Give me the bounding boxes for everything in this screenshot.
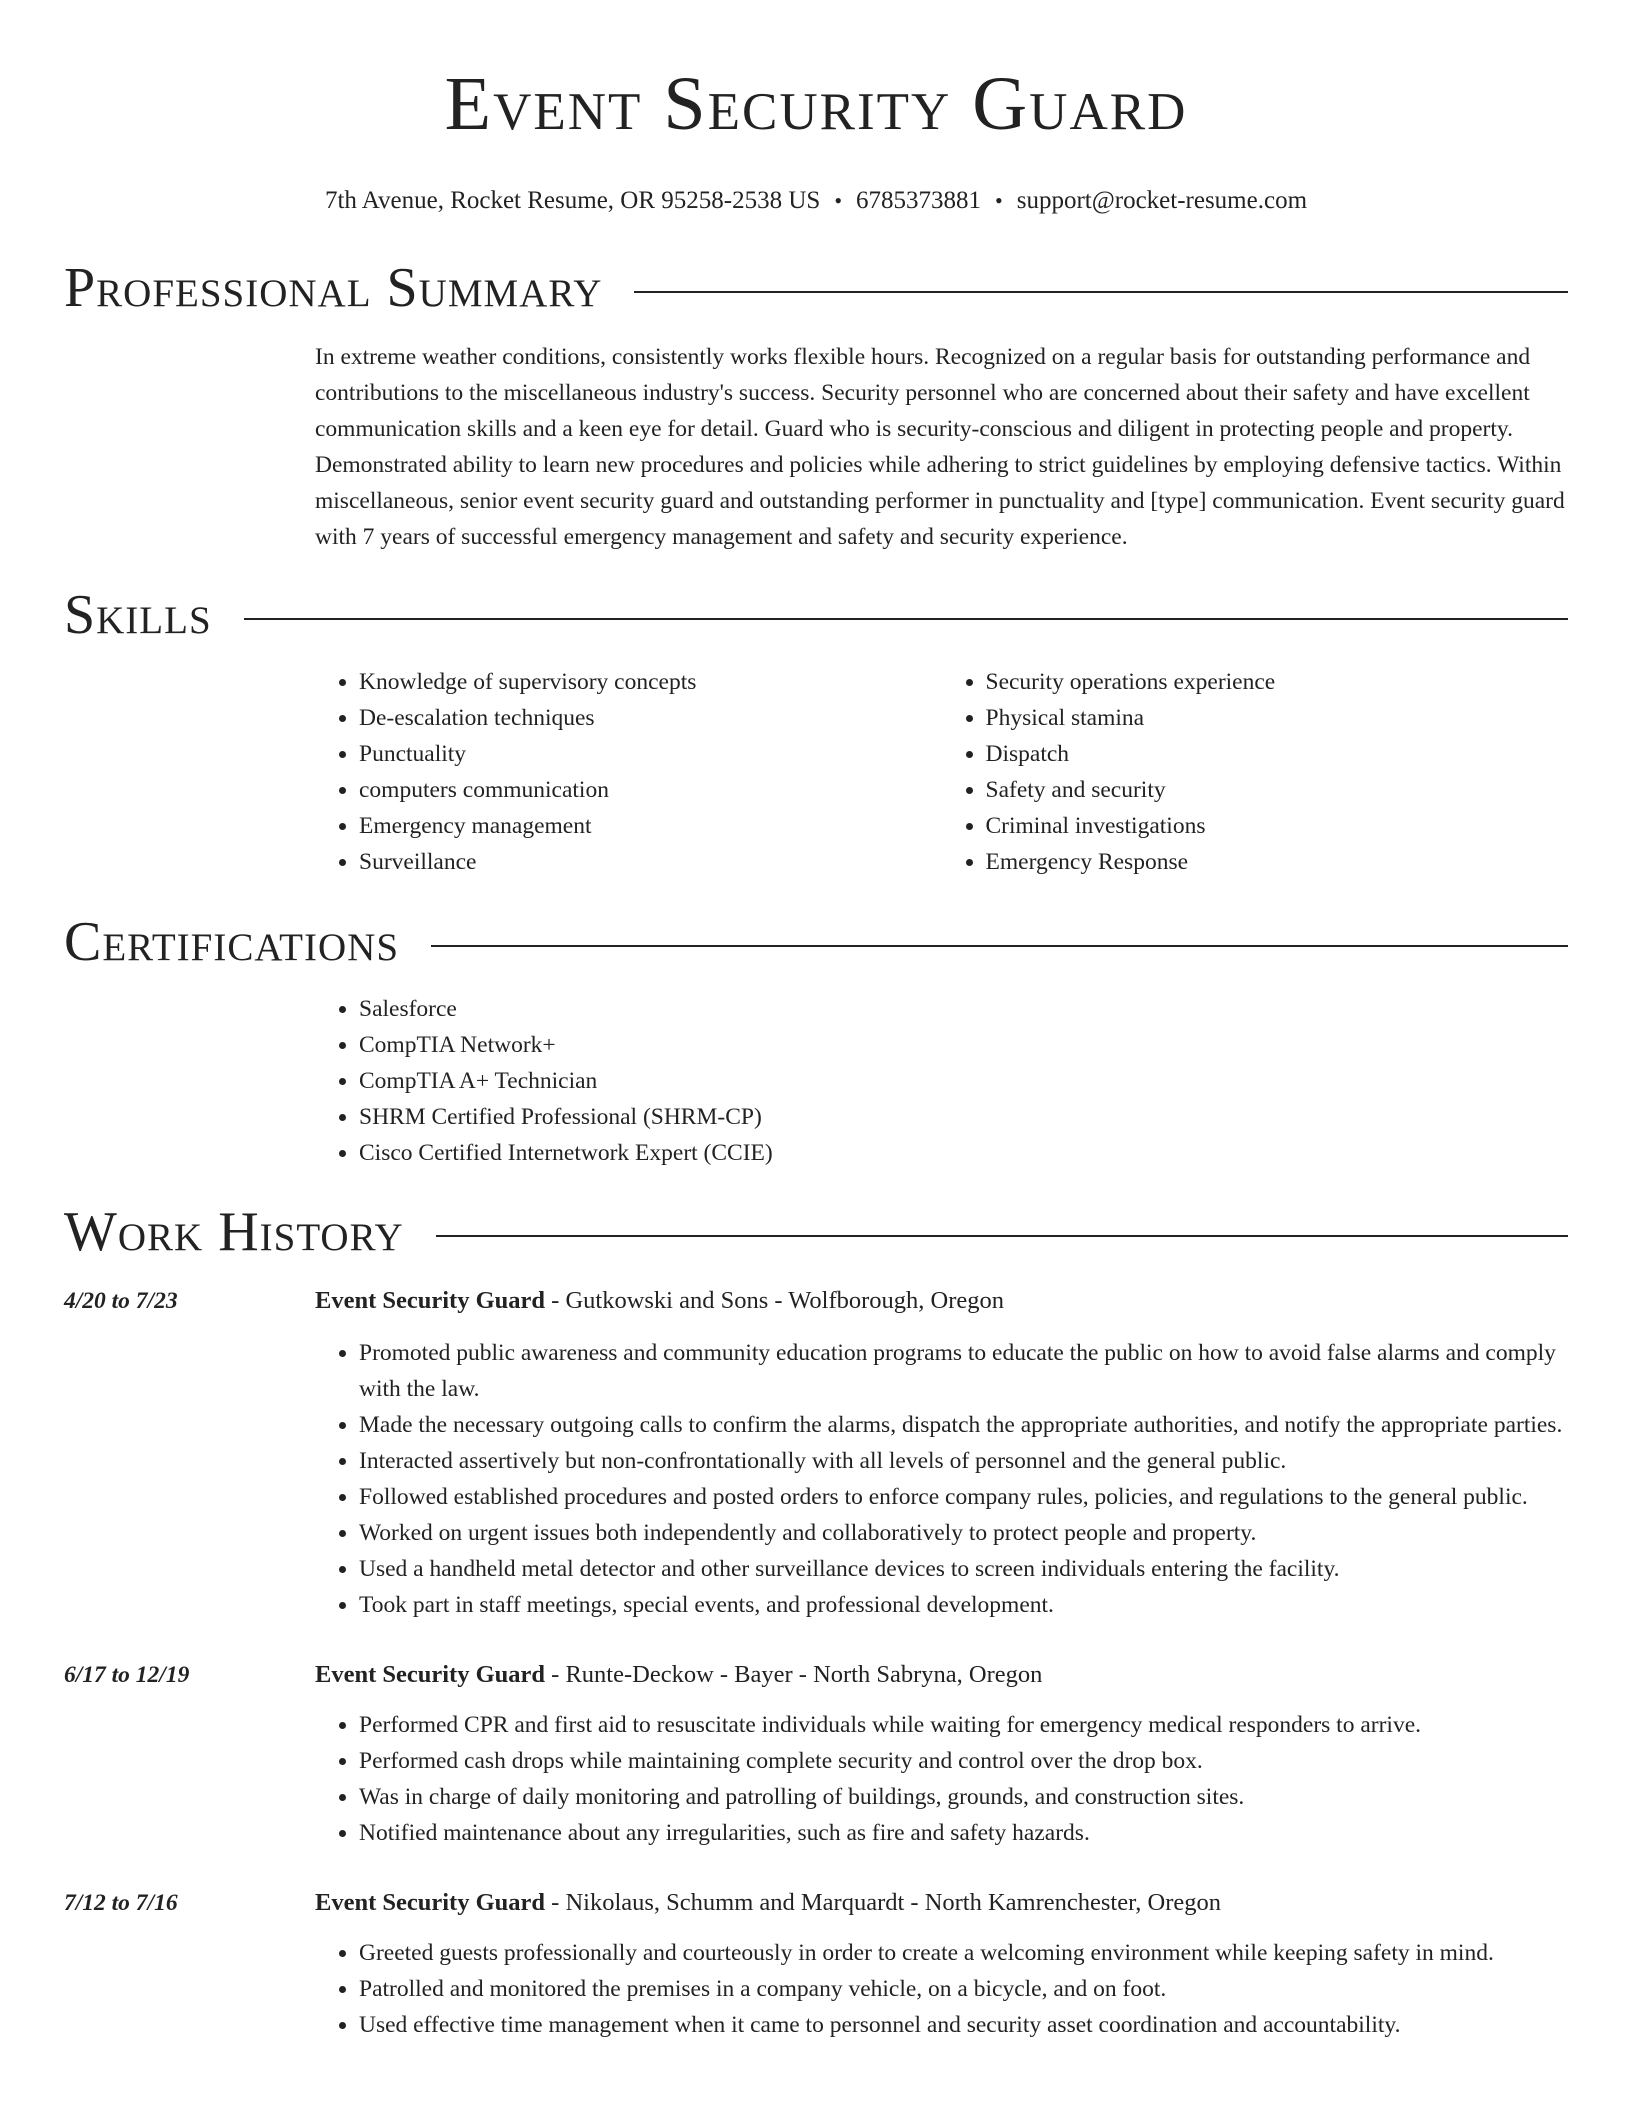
section-heading <box>64 255 1568 321</box>
summary-title: Professional Summary <box>64 257 603 319</box>
certifications-title: Certifications <box>64 911 400 973</box>
job-bullet: • Followed established procedures and posted orders to enforce company rules, policies, and regulations to the general public. <box>359 1479 1568 1515</box>
contact-line <box>0 186 1632 216</box>
job-heading <box>315 1885 1568 1921</box>
work-history-section <box>64 1199 1568 2043</box>
job-bullet: • Performed cash drops while maintaining complete security and control over the drop box. <box>359 1743 1568 1779</box>
summary-section <box>64 255 1568 555</box>
job-title: Event Security Guard <box>315 1889 546 1916</box>
job-dates: 4/20 to 7/23 <box>64 1288 178 1314</box>
section-heading <box>64 582 1568 648</box>
skills-section <box>64 582 1568 880</box>
job-heading <box>315 1657 1568 1693</box>
job-entry <box>64 1885 1568 2043</box>
candidate-name: Event Security Guard <box>444 62 1188 146</box>
contact-email: support@rocket-resume.com <box>1016 187 1308 214</box>
skill-item: • Surveillance <box>359 844 942 880</box>
certification-item: • CompTIA Network+ <box>359 1027 1568 1063</box>
skills-grid <box>315 664 1568 880</box>
certifications-list <box>315 991 1568 1171</box>
section-divider <box>244 618 1568 620</box>
job-title: Event Security Guard <box>315 1661 546 1688</box>
job-title: Event Security Guard <box>315 1287 546 1314</box>
skill-item: • De-escalation techniques <box>359 700 942 736</box>
certification-item: • Cisco Certified Internetwork Expert (CCIE) <box>359 1135 1568 1171</box>
job-bullets <box>315 1707 1568 1851</box>
job-dates: 6/17 to 12/19 <box>64 1662 190 1688</box>
job-bullet: • Interacted assertively but non-confrontationally with all levels of personnel and the general public. <box>359 1443 1568 1479</box>
job-bullet: • Was in charge of daily monitoring and patrolling of buildings, grounds, and construction sites. <box>359 1779 1568 1815</box>
job-details: - Gutkowski and Sons - Wolfborough, Oregon <box>545 1287 1004 1314</box>
work-history-title: Work History <box>64 1201 404 1263</box>
job-entry <box>64 1283 1568 1623</box>
certifications-section <box>64 909 1568 1171</box>
job-bullet: • Patrolled and monitored the premises in a company vehicle, on a bicycle, and on foot. <box>359 1971 1568 2007</box>
skills-list-right <box>942 664 1569 880</box>
skill-item: • Criminal investigations <box>986 808 1569 844</box>
job-bullet: • Used a handheld metal detector and other surveillance devices to screen individuals entering the facility. <box>359 1551 1568 1587</box>
job-bullet: • Performed CPR and first aid to resuscitate individuals while waiting for emergency medical responders to arrive. <box>359 1707 1568 1743</box>
job-bullet: • Worked on urgent issues both independently and collaboratively to protect people and property. <box>359 1515 1568 1551</box>
job-bullets <box>315 1335 1568 1623</box>
job-bullet: • Promoted public awareness and community education programs to educate the public on how to avoid false alarms and comply with the law. <box>359 1335 1568 1407</box>
section-divider <box>634 291 1568 293</box>
contact-address: 7th Avenue, Rocket Resume, OR 95258-2538 US <box>324 187 821 214</box>
job-details: - Runte-Deckow - Bayer - North Sabryna, Oregon <box>545 1661 1043 1688</box>
skill-item: • Security operations experience <box>986 664 1569 700</box>
section-heading <box>64 1199 1568 1265</box>
summary-text: In extreme weather conditions, consistently works flexible hours. Recognized on a regular basis for outstanding performance and contributions to the miscellaneous industry's success. Security personnel who are concerned about their safety and have excellent communication skills and a keen eye for detail. Guard who is security-conscious and diligent in protecting people and property. Demonstrated ability to learn new procedures and policies while adhering to strict guidelines by employing defensive tactics. Within miscellaneous, senior event security guard and outstanding performer in punctuality and [type] communication. Event security guard with 7 years of successful emergency management and safety and security experience. <box>315 344 1565 550</box>
job-bullet: • Notified maintenance about any irregularities, such as fire and safety hazards. <box>359 1815 1568 1851</box>
skill-item: • Punctuality <box>359 736 942 772</box>
certification-item: • Salesforce <box>359 991 1568 1027</box>
skill-item: • computers communication <box>359 772 942 808</box>
skills-title: Skills <box>64 584 212 646</box>
job-bullet: • Greeted guests professionally and courteously in order to create a welcoming environment while keeping safety in mind. <box>359 1935 1568 1971</box>
job-bullet: • Took part in staff meetings, special events, and professional development. <box>359 1587 1568 1623</box>
job-dates: 7/12 to 7/16 <box>64 1890 178 1916</box>
job-details: - Nikolaus, Schumm and Marquardt - North Kamrenchester, Oregon <box>545 1889 1222 1916</box>
skill-item: • Emergency Response <box>986 844 1569 880</box>
certification-item: • SHRM Certified Professional (SHRM-CP) <box>359 1099 1568 1135</box>
contact-separator: • <box>834 188 843 213</box>
certification-item: • CompTIA A+ Technician <box>359 1063 1568 1099</box>
contact-separator: • <box>995 188 1003 213</box>
job-bullet: • Used effective time management when it came to personnel and security asset coordination and accountability. <box>359 2007 1568 2043</box>
section-divider <box>436 1235 1568 1237</box>
resume-header <box>0 0 1632 216</box>
section-heading <box>64 909 1568 975</box>
skill-item: • Safety and security <box>986 772 1569 808</box>
job-entry <box>64 1657 1568 1851</box>
skills-list-left <box>315 664 942 880</box>
skill-item: • Emergency management <box>359 808 942 844</box>
skill-item: • Dispatch <box>986 736 1569 772</box>
contact-phone: 6785373881 <box>856 187 982 214</box>
skill-item: • Physical stamina <box>986 700 1569 736</box>
section-divider <box>431 945 1568 947</box>
skill-item: • Knowledge of supervisory concepts <box>359 664 942 700</box>
job-bullet: • Made the necessary outgoing calls to confirm the alarms, dispatch the appropriate authorities, and notify the appropriate parties. <box>359 1407 1568 1443</box>
job-bullets <box>315 1935 1568 2043</box>
job-heading <box>315 1283 1568 1319</box>
